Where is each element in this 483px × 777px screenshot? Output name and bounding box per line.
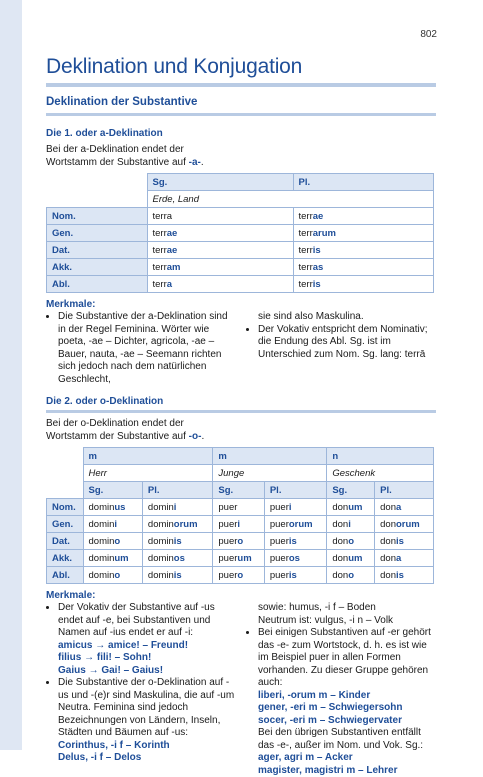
form-pl: terris bbox=[293, 276, 434, 293]
table-row bbox=[47, 259, 434, 276]
table-row bbox=[47, 499, 434, 516]
a-merkmale bbox=[46, 311, 436, 386]
col-pl: Pl. bbox=[293, 174, 434, 191]
form-cell: dominus bbox=[83, 499, 142, 516]
o-merkmale bbox=[46, 602, 436, 777]
form-cell: puero bbox=[213, 533, 264, 550]
case-label: Nom. bbox=[47, 499, 84, 516]
form-cell: doni bbox=[327, 516, 375, 533]
form-sg: terrae bbox=[147, 242, 293, 259]
form-pl: terris bbox=[293, 242, 434, 259]
form-pl: terrae bbox=[293, 208, 434, 225]
o-note-1: • Der Vokativ der Substantive auf -us endet auf -e, bei Substantiven und Namen auf -ius endet er auf -i: bbox=[58, 602, 236, 640]
form-cell: pueris bbox=[264, 567, 327, 584]
form-cell: domini bbox=[142, 499, 212, 516]
form-cell: dominos bbox=[142, 550, 212, 567]
a-note-left: • Die Substantive der a-Deklination sind in der Regel Feminina. Wörter wie poeta, -ae – Dichter, agricola, -ae – Bauer, nauta, -ae – Seemann richten sich jedoch nach dem natürlichen Geschlecht, bbox=[58, 311, 236, 386]
form-cell: dominis bbox=[142, 567, 212, 584]
case-label: Akk. bbox=[47, 550, 84, 567]
table-row bbox=[47, 533, 434, 550]
a-merkmale-label: Merkmale: bbox=[46, 299, 436, 310]
form-cell: puerorum bbox=[264, 516, 327, 533]
o-note-3: • Bei einigen Substantiven auf -er gehört das -e- zum Wortstock, d. h. es ist wie im Beispiel puer in allen Formen vorhanden. Zu dieser Gruppe gehören auch: bbox=[258, 627, 436, 690]
example-amicus: amicus → amice! – Freund! bbox=[46, 640, 236, 653]
gloss-3: Geschenk bbox=[327, 465, 434, 482]
section-rule bbox=[46, 113, 436, 116]
form-cell: dono bbox=[327, 567, 375, 584]
form-sg: terra bbox=[147, 208, 293, 225]
form-sg: terrae bbox=[147, 225, 293, 242]
form-pl: terras bbox=[293, 259, 434, 276]
col-sg-2: Sg. bbox=[213, 482, 264, 499]
a-note-right-2: • Der Vokativ entspricht dem Nominativ; die Endung des Abl. Sg. ist im Unterschied zum Nom. Sg. lang: terrā bbox=[258, 324, 436, 362]
gloss: Erde, Land bbox=[147, 191, 434, 208]
form-pl: terrarum bbox=[293, 225, 434, 242]
col-pl-3: Pl. bbox=[375, 482, 434, 499]
case-label: Abl. bbox=[47, 276, 148, 293]
form-cell: dominorum bbox=[142, 516, 212, 533]
example-corinthus: Corinthus, -i f – Korinth bbox=[46, 740, 236, 753]
case-label: Dat. bbox=[47, 242, 148, 259]
table-row bbox=[47, 225, 434, 242]
case-label: Gen. bbox=[47, 516, 84, 533]
form-sg: terram bbox=[147, 259, 293, 276]
form-cell: pueris bbox=[264, 533, 327, 550]
form-cell: donis bbox=[375, 533, 434, 550]
page-content bbox=[46, 55, 436, 777]
o-merkmale-label: Merkmale: bbox=[46, 590, 436, 601]
table-row bbox=[47, 276, 434, 293]
form-cell: donum bbox=[327, 550, 375, 567]
form-cell: pueros bbox=[264, 550, 327, 567]
table-row bbox=[47, 567, 434, 584]
a-note-right-1: sie sind also Maskulina. bbox=[246, 311, 436, 324]
case-label: Nom. bbox=[47, 208, 148, 225]
case-label: Akk. bbox=[47, 259, 148, 276]
gloss-2: Junge bbox=[213, 465, 327, 482]
page-margin-band bbox=[0, 0, 22, 750]
form-cell: domini bbox=[83, 516, 142, 533]
example-socer: socer, -eri m – Schwiegervater bbox=[246, 715, 436, 728]
a-declension-table bbox=[46, 173, 434, 293]
col-sg: Sg. bbox=[147, 174, 293, 191]
o-declension-table bbox=[46, 447, 434, 584]
gender-1: m bbox=[83, 448, 213, 465]
col-pl-1: Pl. bbox=[142, 482, 212, 499]
o-note-2: • Die Substantive der o-Deklination auf -us und -(e)r sind Maskulina, die auf -um Neutra. Feminina sind jedoch Bezeichnungen von Ländern, Inseln, Städten und Bäumen auf -us: bbox=[58, 677, 236, 740]
form-cell: puer bbox=[213, 499, 264, 516]
gloss-1: Herr bbox=[83, 465, 213, 482]
o-declension-heading: Die 2. oder o-Deklination bbox=[46, 396, 436, 407]
o-note-remaining: Bei den übrigen Substantiven entfällt das -e-, außer im Nom. und Vok. Sg.: bbox=[246, 727, 436, 752]
o-declension-intro: Bei der o-Deklination endet der Wortstamm der Substantive auf -o-. bbox=[46, 417, 226, 443]
page-title: Deklination und Konjugation bbox=[46, 55, 436, 79]
table-row bbox=[47, 516, 434, 533]
form-cell: donis bbox=[375, 567, 434, 584]
a-declension-heading: Die 1. oder a-Deklination bbox=[46, 128, 436, 139]
a-declension-intro: Bei der a-Deklination endet der Wortstamm der Substantive auf -a-. bbox=[46, 143, 226, 169]
example-magister: magister, magistri m – Lehrer bbox=[246, 765, 436, 777]
col-sg-1: Sg. bbox=[83, 482, 142, 499]
form-cell: dominum bbox=[83, 550, 142, 567]
gender-3: n bbox=[327, 448, 434, 465]
example-filius: filius → fili! – Sohn! bbox=[46, 652, 236, 665]
table-row bbox=[47, 550, 434, 567]
form-cell: pueri bbox=[213, 516, 264, 533]
form-cell: donum bbox=[327, 499, 375, 516]
example-gaius: Gaius → Gai! – Gaius! bbox=[46, 665, 236, 678]
page-number: 802 bbox=[420, 29, 437, 40]
col-pl-2: Pl. bbox=[264, 482, 327, 499]
form-sg: terra bbox=[147, 276, 293, 293]
form-cell: pueri bbox=[264, 499, 327, 516]
form-cell: dona bbox=[375, 499, 434, 516]
example-ager: ager, agri m – Acker bbox=[246, 752, 436, 765]
example-gener: gener, -eri m – Schwiegersohn bbox=[246, 702, 436, 715]
title-rule bbox=[46, 83, 436, 87]
section-title: Deklination der Substantive bbox=[46, 96, 436, 108]
o-note-humus: sowie: humus, -i f – Boden bbox=[246, 602, 436, 615]
form-cell: dono bbox=[327, 533, 375, 550]
o-heading-rule bbox=[46, 410, 436, 413]
case-label: Dat. bbox=[47, 533, 84, 550]
col-sg-3: Sg. bbox=[327, 482, 375, 499]
form-cell: puero bbox=[213, 567, 264, 584]
form-cell: domino bbox=[83, 533, 142, 550]
o-note-vulgus: Neutrum ist: vulgus, -i n – Volk bbox=[246, 615, 436, 628]
form-cell: dona bbox=[375, 550, 434, 567]
table-row bbox=[47, 242, 434, 259]
case-label: Abl. bbox=[47, 567, 84, 584]
form-cell: donorum bbox=[375, 516, 434, 533]
table-row bbox=[47, 208, 434, 225]
gender-2: m bbox=[213, 448, 327, 465]
example-liberi: liberi, -orum m – Kinder bbox=[246, 690, 436, 703]
form-cell: puerum bbox=[213, 550, 264, 567]
case-label: Gen. bbox=[47, 225, 148, 242]
example-delus: Delus, -i f – Delos bbox=[46, 752, 236, 765]
form-cell: domino bbox=[83, 567, 142, 584]
form-cell: dominis bbox=[142, 533, 212, 550]
